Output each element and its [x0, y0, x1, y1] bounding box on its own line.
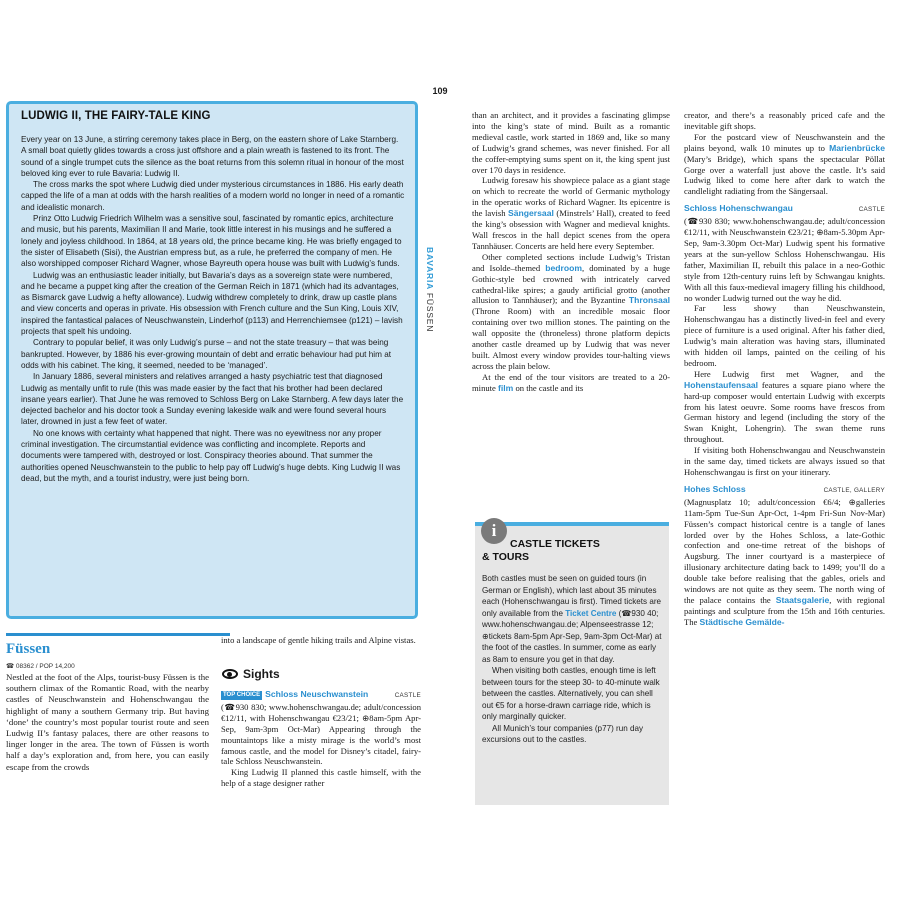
col2-paragraph: King Ludwig II planned this castle himself, with the help of a stage designer rather — [221, 767, 421, 789]
sidebar-paragraph: Every year on 13 June, a stirring ceremony takes place in Berg, on the eastern shore of Lake Starnberg. A small boat quietly glides towards a cross just offshore and a plain wreath is fastened to its front. The sound of a single trumpet cuts the silence as the boat returns from this solemn ritual in honour of the most beloved king ever to rule Bavaria: Ludwig II. — [21, 135, 404, 178]
column-2-entries — [221, 689, 421, 789]
column-1 — [6, 672, 209, 773]
col4-paragraph: If visiting both Hohenschwangau and Neuschwanstein in the same day, timed tickets are always issued so that Hohenschwangau is first on your itinerary. — [684, 445, 885, 477]
section-rule — [6, 633, 230, 636]
col4-paragraph: For the postcard view of Neuschwanstein and the plains beyond, walk 10 minutes up to Marienbrücke (Mary’s Bridge), which spans the spectacular Pöllat Gorge over a waterfall just above the castle. It’s said Ludwig liked to come here after dark to watch the candlelight radiating from the Sängersaal. — [684, 131, 885, 197]
link-bedroom[interactable]: bedroom — [545, 262, 582, 273]
link-marienbruecke[interactable]: Marienbrücke — [829, 142, 885, 153]
intro-paragraph: Nestled at the foot of the Alps, tourist-busy Füssen is the southern climax of the Romantic Road, with the nearby castles of Neuschwanstein and Hohenschwangau the highlight of many a southern Germany trip. But having ‘done’ the country’s most popular tourist route and seen Ludwig II’s fantasy palaces, there are other reasons to linger longer in the area. The town of Füssen is worth half a day’s exploration and, from here, you can easily escape from the crowds — [6, 672, 209, 772]
castle-tickets-box — [475, 522, 669, 805]
entry-type: CASTLE — [394, 692, 421, 699]
sidebar-paragraph: No one knows with certainty what happened that night. There was no eyewitness nor any proper criminal investigation. The circumstantial evidence was conflicting and incomplete. Reports and documents were tampered with, destroyed or lost. Conspiracy theories abound. That summer the authorities opened Neuschwanstein to the public to help pay off Ludwig’s huge debts. King Ludwig II was dead, but the myth, and a tourist industry, were just being born. — [21, 428, 401, 483]
col4-paragraph: Far less showy than Neuschwanstein, Hohenschwangau has a distinctly lived-in feel and every piece of furniture is a used original. After his father died, Ludwig’s main alteration was having stars, illuminated with hidden oil lamps, painted on the ceiling of his bedroom. — [684, 303, 885, 368]
entry-heading — [221, 689, 421, 702]
entry-title-hohenschwangau[interactable]: Schloss Hohenschwangau — [684, 203, 793, 214]
col3-paragraph: Ludwig foresaw his showpiece palace as a giant stage on which to recreate the world of Germanic mythology in the operatic works of Richard Wagner. Its epicentre is the lavish Sängersaal (Minstrels’ Hall), created to feed the king’s obsession with Wagner and medieval knights. Wall frescos in the hall depict scenes from the opera Tannhäuser. Concerts are held here every September. — [472, 175, 670, 251]
phone-icon: ☎ — [6, 663, 15, 670]
info-icon: i — [481, 518, 507, 544]
sidebar-paragraph: The cross marks the spot where Ludwig died under mysterious circumstances in 1886. His early death capped the life of a man at odds with the harsh realities of a modern world no longer in need of a romantic and idealistic monarch. — [21, 180, 405, 212]
link-hohenstaufensaal[interactable]: Hohenstaufensaal — [684, 379, 759, 390]
col3-paragraph: At the end of the tour visitors are treated to a 20-minute film on the castle and its — [472, 371, 670, 393]
link-film[interactable]: film — [498, 382, 514, 393]
sights-heading: Sights — [222, 667, 280, 681]
tab-region: BAVARIA — [425, 247, 435, 290]
top-choice-badge: TOP CHOICE — [223, 691, 261, 698]
sidebar-paragraph: Contrary to popular belief, it was only Ludwig’s purse – and not the state treasury – that was being bankrupted. However, by 1886 his ever-growing mountain of debt and erratic behaviour had put him at odds with his cabinet. The king, it seemed, needed to be ‘managed’. — [21, 338, 392, 370]
link-thronsaal[interactable]: Thronsaal — [628, 295, 670, 306]
entry-text: (☎930 830; www.hohenschwangau.de; adult/concession €12/11, with Neuschwanstein €23/21; ⊕8am-5.30pm Apr-Sep, 9am-3.30pm Oct-Mar) Ludwig spent his formative years at the sun-yellow Schloss Hohenschwangau. His father, Maximilian II, rebuilt this palace in a neo-Gothic style from 12th-century ruins left by Schwangau knights. With all this faux-medieval imagery filling his childhood, no wonder Ludwig turned out the way he did. — [684, 216, 885, 303]
link-ticket-centre[interactable]: Ticket Centre — [565, 608, 617, 618]
link-staedtische[interactable]: Städtische Gemälde- — [699, 616, 785, 627]
link-saengersaal[interactable]: Sängersaal — [508, 208, 554, 219]
page-number: 109 — [432, 86, 448, 96]
entry-text: (Magnusplatz 10; adult/concession €6/4; ⊕galleries 11am-5pm Tue-Sun Apr-Oct, 1-4pm Fri-Sun Nov-Mar) Füssen’s compact historical centre is a tangle of lanes lorded over by the Hohes Schloss, a late-Gothic confection and one-time retreat of the bishops of Augsburg. The inner courtyard is a masterpiece of illusionary architecture dating back to 1499; you’ll do a double take before realising that the gables, oriels and windows are not quite as they seem. The north wing of the palace contains the Staatsgalerie, with regional paintings and sculpture from the 15th and 16th centuries. The Städtische Gemälde- — [684, 496, 885, 627]
sidebar-paragraph: In January 1886, several ministers and relatives arranged a hasty psychiatric test that diagnosed Ludwig as mentally unfit to rule (this was made easier by the fact that his brother had been declared insane years earlier). That June he was removed to Schloss Berg on Lake Starnberg. A few days later the dejected bachelor and his doctor took a Sunday evening lakeside walk and were found several hours later, drowned in just a few feet of water. — [21, 372, 404, 427]
box-body — [482, 573, 664, 746]
column-4 — [684, 110, 885, 628]
entry-title-neuschwanstein[interactable]: Schloss Neuschwanstein — [265, 689, 369, 699]
eye-icon — [222, 669, 238, 679]
box-paragraph: When visiting both castles, enough time is left between tours for the steep 30- to 40-minute walk between the castles. Alternatively, you can shell out €5 for a horse-drawn carriage ride, which is only marginally quicker. — [482, 666, 660, 721]
column-2 — [221, 635, 421, 646]
sidebar-paragraph: Prinz Otto Ludwig Friedrich Wilhelm was a sensitive soul, fascinated by romantic epics, architecture and music, but his parents, Maximilian II and Marie, took little interest in his musings and he suffered a lonely and joyless childhood. In 1864, at 18 years old, the prince became king. He was briefly engaged to the sister of Elisabeth (Sisi), the Austrian empress but, as a rule, he preferred the company of men. He also worshipped composer Richard Wagner, whose Bayreuth opera house was built with Ludwig’s funds. — [21, 214, 402, 269]
ludwig-sidebar — [6, 101, 418, 619]
col3-paragraph: Other completed sections include Ludwig’s Tristan and Isolde–themed bedroom, dominated by a huge Gothic-style bed crowned with intricately carved cathedral-like spires; a gaudy artificial grotto (another allusion to Tannhäuser); and the Byzantine Thronsaal (Throne Room) with an incredible mosaic floor containing over two million stones. The painting on the wall opposite the (throneless) throne platform depicts another castle dreamed up by Ludwig that was never built. Almost every window provides tour-halting views across the plain below. — [472, 251, 670, 371]
section-title: Füssen — [6, 641, 51, 657]
column-3 — [472, 110, 670, 394]
section-meta: ☎ 08362 / POP 14,200 — [6, 663, 75, 670]
entry-type: CASTLE — [858, 206, 885, 214]
entry-heading — [684, 203, 885, 216]
entry-text: (☎930 830; www.hohenschwangau.de; adult/concession €12/11, with Hohenschwangau €23/21; ⊕8am-5pm Apr-Sep, 9am-3pm Oct-Mar) Appearing through the mountaintops like a misty mirage is the world’s most famous castle, and the model for Disney’s citadel, fairy-tale Schloss Neuschwanstein. — [221, 701, 421, 767]
entry-title-hohes-schloss[interactable]: Hohes Schloss — [684, 483, 746, 494]
col4-paragraph: creator, and there’s a reasonably priced cafe and the inevitable gift shops. — [684, 110, 885, 131]
box-paragraph: All Munich’s tour companies (p77) run day excursions out to the castles. — [482, 723, 644, 744]
entry-type: CASTLE, GALLERY — [823, 486, 885, 494]
col2-paragraph: into a landscape of gentle hiking trails and Alpine vistas. — [221, 635, 416, 645]
section-tab — [423, 247, 437, 347]
sidebar-title: LUDWIG II, THE FAIRY-TALE KING — [21, 110, 211, 122]
box-paragraph: Both castles must be seen on guided tours (in German or English), which last about 35 minutes each (Hohenschwangau is first). Timed tickets are only available from the Ticket Centre (☎930 40; www.hohenschwangau.de; Alpenseestrasse 12; ⊕tickets 8am-5pm Apr-Sep, 9am-3pm Oct-Mar) at the foot of the castles. In summer, come as early as 8am to ensure you get in that day. — [482, 574, 662, 664]
sidebar-paragraph: Ludwig was an enthusiastic leader initially, but Bavaria’s days as a sovereign state were numbered, and he became a puppet king after the creation of the German Reich in 1871 (which had its advantages, as Bismarck gave Ludwig a hefty allowance). Ludwig withdrew completely to drink, draw up castle plans and view concerts and operas in private. His obsession with French culture and the Sun King, Louis XIV, inspired the fantastical palaces of Neuschwanstein, Linderhof (p113) and Herrenchiemsee (p121) – lavish projects that spelt his undoing. — [21, 270, 403, 337]
entry-heading — [684, 484, 885, 497]
col4-paragraph: Here Ludwig first met Wagner, and the Hohenstaufensaal features a square piano where the hard-up composer would entertain Ludwig with excerpts from his latest oeuvre. Some rooms have frescos from German history and legend (including the story of the Swan Knight, Lohengrin). The swan theme runs throughout. — [684, 368, 885, 445]
tab-town: FÜSSEN — [425, 292, 435, 333]
box-title: CASTLE TICKETS & TOURS — [482, 538, 600, 563]
link-staatsgalerie[interactable]: Staatsgalerie — [775, 594, 830, 605]
col3-paragraph: than an architect, and it provides a fascinating glimpse into the king’s state of mind. Built as a romantic medieval castle, work started in 1869 and, like so many of Ludwig’s grand schemes, was never finished. For all the coffer-emptying sums spent on it, the king spent just over 170 days in residence. — [472, 110, 670, 175]
